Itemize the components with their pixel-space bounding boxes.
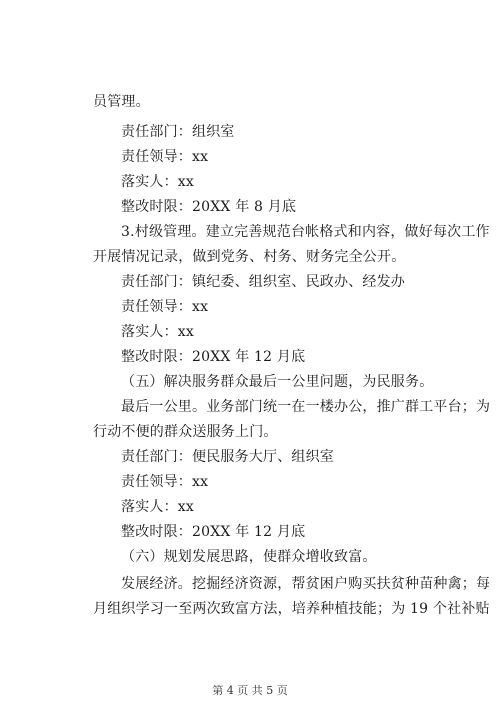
text-line: 落实人：xx [121, 499, 194, 515]
text-line: 整改时限：20XX 年 8 月底 [121, 199, 297, 215]
page-footer: 第 4 页 共 5 页 [212, 684, 288, 697]
text-line: 行动不便的群众送服务上门。 [93, 424, 278, 440]
text-line: 最后一公里。业务部门统一在一楼办公，推广群工平台；为 [121, 399, 491, 415]
text-line: 3.村级管理。建立完善规范台帐格式和内容，做好每次工作 [121, 224, 490, 240]
text-line: 落实人：xx [121, 174, 194, 190]
text-line: 责任领导：xx [121, 149, 209, 165]
text-line: 员管理。 [93, 94, 150, 110]
text-line: 责任领导：xx [121, 474, 209, 490]
text-line: 责任部门：镇纪委、组织室、民政办、经发办 [121, 274, 405, 290]
section-heading: （五）解决服务群众最后一公里问题，为民服务。 [121, 374, 434, 390]
text-line: 责任部门：组织室 [121, 124, 235, 140]
text-line: 开展情况记录，做到党务、村务、财务完全公开。 [93, 249, 406, 265]
text-line: 落实人：xx [121, 324, 194, 340]
text-line: 发展经济。挖掘经济资源，帮贫困户购买扶贫种苗种禽；每 [121, 576, 491, 592]
section-heading: （六）规划发展思路，使群众增收致富。 [121, 549, 377, 565]
text-line: 责任领导：xx [121, 299, 209, 315]
text-line: 月组织学习一至两次致富方法，培养种植技能；为 19 个社补贴 [93, 601, 490, 617]
text-line: 责任部门：便民服务大厅、组织室 [121, 449, 334, 465]
text-line: 整改时限：20XX 年 12 月底 [121, 349, 306, 365]
text-line: 整改时限：20XX 年 12 月底 [121, 524, 306, 540]
